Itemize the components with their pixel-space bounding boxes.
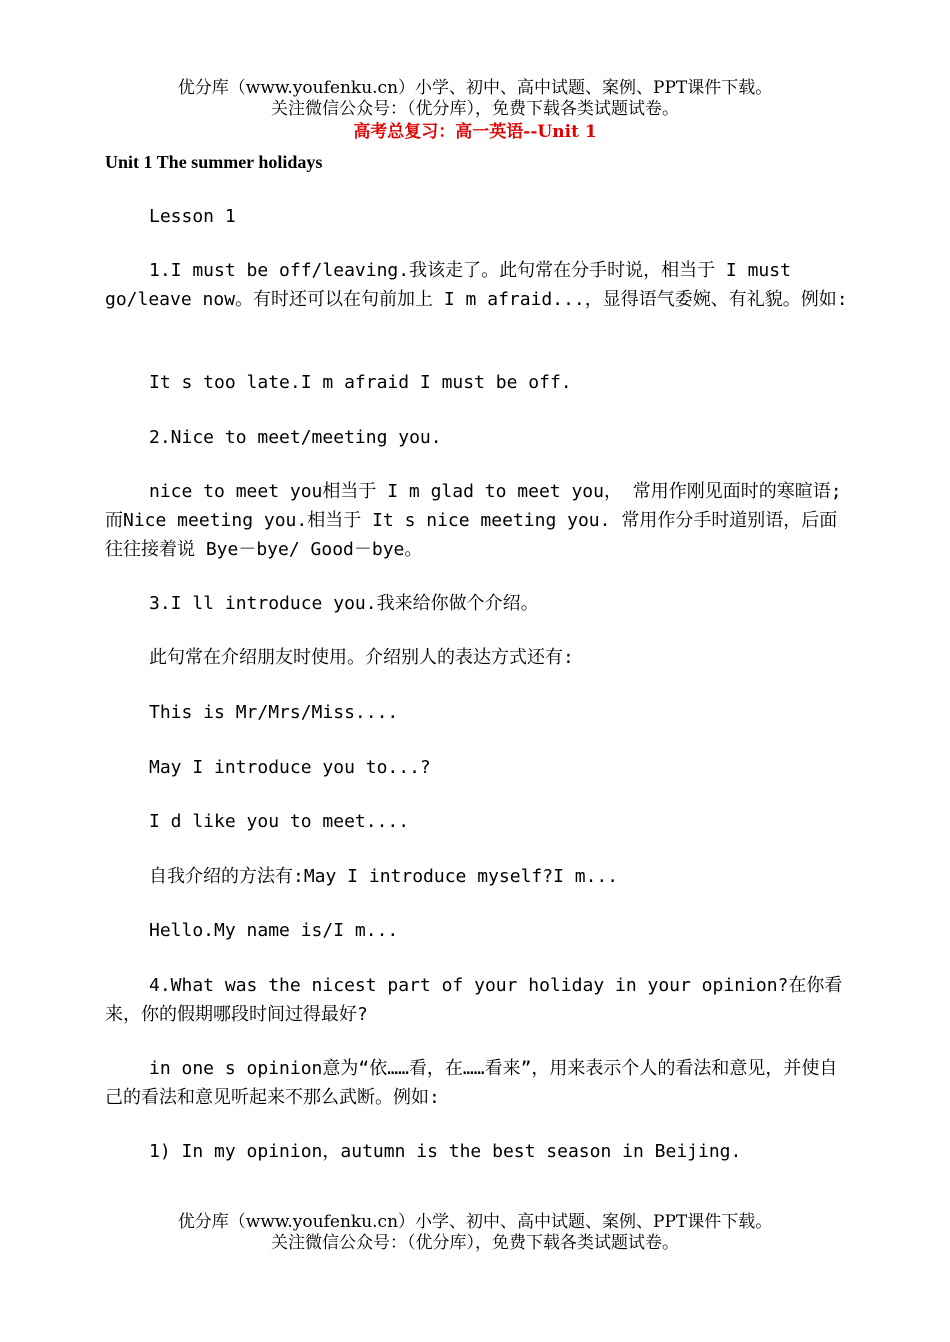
header-line-2: 关注微信公众号：（优分库），免费下载各类试题试卷。	[271, 99, 679, 119]
footer-line-1: 优分库（www.youfenku.cn）小学、初中、高中试题、案例、PPT课件下载。	[177, 1212, 773, 1232]
example-sentence-2: 1) In my opinion，autumn is the best season in Beijing.	[149, 1141, 742, 1162]
paragraph-5: 此句常在介绍朋友时使用。介绍别人的表达方式还有:	[149, 647, 574, 668]
paragraph-7: 4.What was the nicest part of your holiday in your opinion?在你看来，你的假期哪段时间过得最好?	[105, 975, 843, 1025]
paragraph-6: 自我介绍的方法有:May I introduce myself?I m...	[149, 866, 619, 887]
unit-heading: Unit 1 The summer holidays	[105, 152, 323, 172]
paragraph-3: nice to meet you相当于 I m glad to meet you， 常用作刚见面时的寒暄语;而Nice meeting you.相当于 It s nice meeting you. 常用作分手时道别语，后面往往接着说 Bye－bye/ Good－bye。	[105, 481, 842, 560]
expression-3: I d like you to meet....	[149, 811, 410, 832]
paragraph-8: in one s opinion意为“依……看，在……看来”，用来表示个人的看法和意见，并使自己的看法和意见听起来不那么武断。例如:	[105, 1058, 838, 1108]
expression-4: Hello.My name is/I m...	[149, 920, 399, 941]
page-footer	[0, 1212, 950, 1254]
footer-line-2: 关注微信公众号：（优分库），免费下载各类试题试卷。	[271, 1233, 679, 1253]
document-body	[105, 0, 853, 1162]
paragraph-2: 2.Nice to meet/meeting you.	[149, 427, 442, 448]
example-sentence-1: It s too late.I m afraid I must be off.	[149, 372, 572, 393]
document-title: 高考总复习：高一英语--Unit 1	[353, 122, 597, 142]
paragraph-1: 1.I must be off/leaving.我该走了。此句常在分手时说，相当于 I must go/leave now。有时还可以在句前加上 I m afraid...，显得语气委婉、有礼貌。例如:	[105, 260, 848, 310]
lesson-heading: Lesson 1	[149, 206, 236, 227]
header-line-1: 优分库（www.youfenku.cn）小学、初中、高中试题、案例、PPT课件下载。	[177, 78, 773, 98]
paragraph-4: 3.I ll introduce you.我来给你做个介绍。	[149, 593, 539, 614]
expression-2: May I introduce you to...?	[149, 757, 431, 778]
expression-1: This is Mr/Mrs/Miss....	[149, 702, 399, 723]
